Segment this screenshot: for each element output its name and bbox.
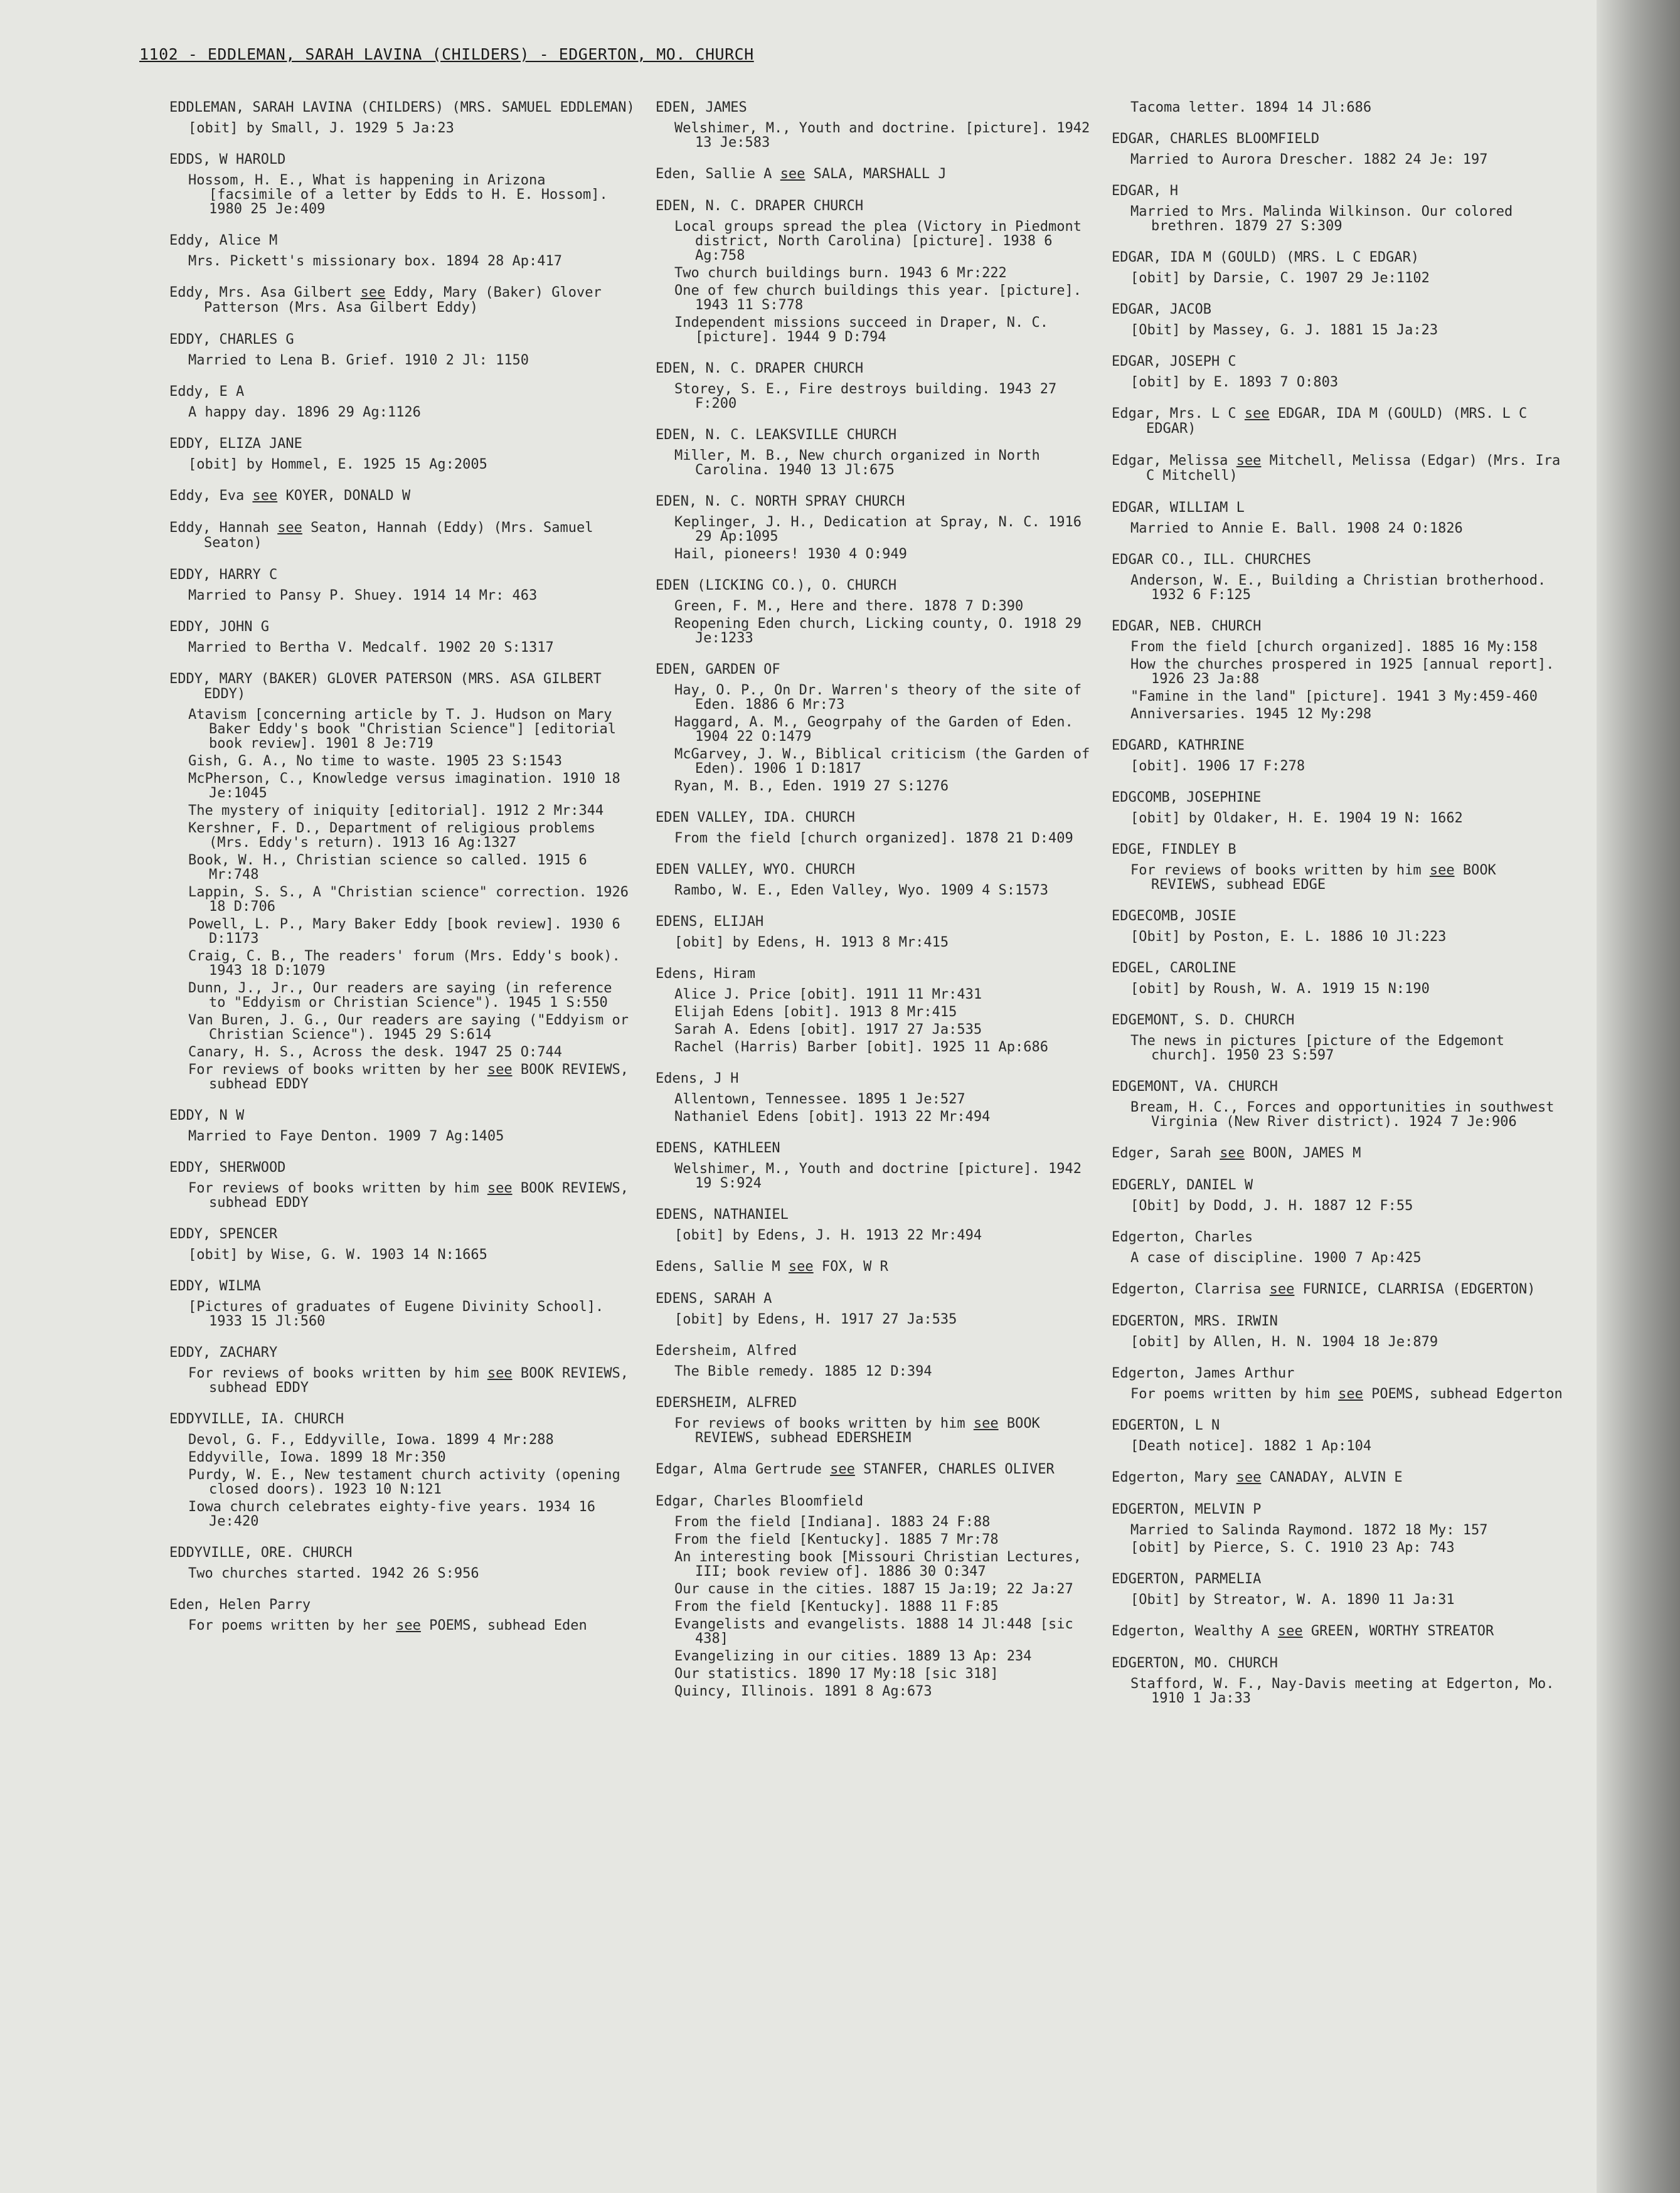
entry-citation: Evangelists and evangelists. 1888 14 Jl:448 [sic 438]: [674, 1617, 1082, 1647]
entry-heading: EDGERLY, DANIEL W: [1112, 1177, 1253, 1193]
entry-citation: Craig, C. B., The readers' forum (Mrs. Eddy's book). 1943 18 D:1079: [188, 948, 629, 979]
entry-heading: EDGARD, KATHRINE: [1112, 738, 1245, 753]
index-entry: [169, 568, 637, 603]
entry-heading: Edgerton, Clarrisa see FURNICE, CLARRISA (EDGERTON): [1112, 1282, 1536, 1297]
entry-heading: Edgar, Melissa see Mitchell, Melissa (Edgar) (Mrs. Ira C Mitchell): [1112, 453, 1569, 484]
entry-heading: EDENS, SARAH A: [656, 1291, 772, 1307]
entry-citation: [obit] by Roush, W. A. 1919 15 N:190: [1130, 981, 1430, 997]
index-column-3: [1112, 100, 1569, 1723]
entry-heading: EDEN VALLEY, IDA. CHURCH: [656, 810, 855, 826]
entry-citation: From the field [Kentucky]. 1888 11 F:85: [674, 1599, 999, 1615]
index-entry: [656, 1071, 1095, 1124]
entry-citation: Green, F. M., Here and there. 1878 7 D:390: [674, 598, 1024, 614]
entry-heading: EDDY, CHARLES G: [169, 332, 294, 348]
index-entry: [1112, 790, 1563, 826]
index-entry: [1112, 302, 1563, 337]
entry-citation: Married to Mrs. Malinda Wilkinson. Our colored brethren. 1879 27 S:309: [1130, 204, 1521, 234]
entry-heading: Edens, Sallie M see FOX, W R: [656, 1259, 888, 1275]
entry-citation: Van Buren, J. G., Our readers are saying ("Eddyism or Christian Science"). 1945 29 S:614: [188, 1012, 637, 1043]
entry-citation: [Death notice]. 1882 1 Ap:104: [1130, 1438, 1372, 1454]
index-entry: [656, 915, 1095, 950]
index-entry: [1112, 1624, 1563, 1639]
entry-citation: From the field [Indiana]. 1883 24 F:88: [674, 1514, 991, 1530]
index-entry: [1112, 1418, 1563, 1453]
entry-heading: Edens, J H: [656, 1071, 739, 1086]
entry-heading: EDGAR CO., ILL. CHURCHES: [1112, 552, 1311, 568]
index-entry: [656, 494, 1095, 561]
index-entry: [1112, 354, 1563, 390]
entry-heading: EDGEMONT, VA. CHURCH: [1112, 1079, 1278, 1095]
entry-citation: Ryan, M. B., Eden. 1919 27 S:1276: [674, 778, 949, 794]
entry-citation: [obit] by Small, J. 1929 5 Ja:23: [188, 120, 454, 136]
entry-citation: The Bible remedy. 1885 12 D:394: [674, 1364, 932, 1379]
entry-heading: Edersheim, Alfred: [656, 1343, 797, 1359]
index-entry: [169, 1108, 637, 1144]
entry-citation: Married to Annie E. Ball. 1908 24 O:1826: [1130, 521, 1463, 536]
entry-citation: [obit]. 1906 17 F:278: [1130, 758, 1305, 774]
entry-heading: EDGEMONT, S. D. CHURCH: [1112, 1012, 1295, 1028]
entry-heading: Edgar, Mrs. L C see EDGAR, IDA M (GOULD) (MRS. L C EDGAR): [1112, 406, 1536, 437]
entry-heading: EDGAR, CHARLES BLOOMFIELD: [1112, 131, 1320, 147]
entry-citation: Atavism [concerning article by T. J. Hudson on Mary Baker Eddy's book "Christian Science"] [editorial book review]. 1901 8 Je:719: [188, 707, 625, 751]
index-entry: [656, 199, 1095, 344]
entry-heading: EDDY, SHERWOOD: [169, 1160, 286, 1176]
entry-citation: Nathaniel Edens [obit]. 1913 22 Mr:494: [674, 1109, 991, 1125]
entry-citation: From the field [Kentucky]. 1885 7 Mr:78: [674, 1532, 999, 1548]
index-entry: [169, 1598, 637, 1633]
entry-citation: For reviews of books written by him see BOOK REVIEWS, subhead EDDY: [188, 1181, 637, 1211]
entry-citation: Reopening Eden church, Licking county, O. 1918 29 Je:1233: [674, 616, 1090, 646]
index-entry: [1112, 1366, 1563, 1401]
entry-citation: [Obit] by Streator, W. A. 1890 11 Ja:31: [1130, 1592, 1455, 1608]
entry-citation: Rambo, W. E., Eden Valley, Wyo. 1909 4 S:1573: [674, 883, 1049, 898]
entry-citation: Mrs. Pickett's missionary box. 1894 28 Ap:417: [188, 253, 563, 269]
index-entry: [1112, 1572, 1563, 1607]
index-entry: [169, 152, 637, 216]
entry-heading: Edgerton, Charles: [1112, 1229, 1253, 1245]
index-entry: [169, 489, 637, 504]
entry-heading: EDDYVILLE, ORE. CHURCH: [169, 1545, 353, 1561]
index-entry: [1112, 961, 1563, 996]
entry-citation: Our cause in the cities. 1887 15 Ja:19; 22 Ja:27: [674, 1581, 1073, 1597]
entry-citation: Married to Salinda Raymond. 1872 18 My: 157: [1130, 1522, 1488, 1538]
entry-heading: EDDY, SPENCER: [169, 1226, 278, 1242]
entry-citation: Lappin, S. S., A "Christian science" correction. 1926 18 D:706: [188, 884, 637, 915]
entry-citation: McGarvey, J. W., Biblical criticism (the Garden of Eden). 1906 1 D:1817: [674, 746, 1098, 777]
index-entry: [1112, 1146, 1563, 1161]
entry-heading: Eddy, Mrs. Asa Gilbert see Eddy, Mary (Baker) Glover Patterson (Mrs. Asa Gilbert Eddy): [169, 285, 610, 316]
entry-citation: Eddyville, Iowa. 1899 18 Mr:350: [188, 1450, 446, 1465]
entry-heading: EDGERTON, MO. CHURCH: [1112, 1655, 1278, 1671]
entry-heading: EDGAR, H: [1112, 183, 1178, 199]
index-entry: [169, 1227, 637, 1262]
index-entry: [656, 1344, 1095, 1379]
entry-citation: A case of discipline. 1900 7 Ap:425: [1130, 1250, 1422, 1266]
index-entry: [169, 672, 637, 1091]
entry-heading: Eddy, E A: [169, 384, 245, 400]
entry-citation: Tacoma letter. 1894 14 Jl:686: [1130, 100, 1372, 115]
entry-citation: Bream, H. C., Forces and opportunities in southwest Virginia (New River district). 1924 7 Je:906: [1130, 1100, 1563, 1130]
entry-citation: Stafford, W. F., Nay-Davis meeting at Edgerton, Mo. 1910 1 Ja:33: [1130, 1676, 1563, 1706]
entry-citation: Anniversaries. 1945 12 My:298: [1130, 706, 1372, 722]
entry-citation: From the field [church organized]. 1885 16 My:158: [1130, 639, 1538, 655]
entry-citation: The mystery of iniquity [editorial]. 1912 2 Mr:344: [188, 803, 604, 819]
entry-heading: Edger, Sarah see BOON, JAMES M: [1112, 1145, 1361, 1161]
entry-citation: [obit] by Oldaker, H. E. 1904 19 N: 1662: [1130, 810, 1463, 826]
index-entry: [656, 1494, 1095, 1699]
index-entry: [656, 1260, 1095, 1275]
entry-citation: [obit] by Edens, H. 1913 8 Mr:415: [674, 935, 949, 950]
entry-citation: Hay, O. P., On Dr. Warren's theory of the site of Eden. 1886 6 Mr:73: [674, 682, 1090, 713]
index-entry: [169, 1546, 637, 1581]
entry-citation: Devol, G. F., Eddyville, Iowa. 1899 4 Mr:288: [188, 1432, 554, 1448]
entry-heading: EDGCOMB, JOSEPHINE: [1112, 790, 1262, 805]
entry-citation: Kershner, F. D., Department of religious problems (Mrs. Eddy's return). 1913 16 Ag:1327: [188, 820, 604, 851]
index-entry: [1112, 406, 1563, 437]
index-entry: [656, 1141, 1095, 1191]
entry-citation: Book, W. H., Christian science so called. 1915 6 Mr:748: [188, 852, 596, 883]
entry-citation: [obit] by Hommel, E. 1925 15 Ag:2005: [188, 457, 487, 472]
entry-citation: Alice J. Price [obit]. 1911 11 Mr:431: [674, 987, 982, 1002]
entry-heading: EDENS, ELIJAH: [656, 914, 764, 930]
entry-citation: Storey, S. E., Fire destroys building. 1943 27 F:200: [674, 381, 1065, 412]
page-edge: [1597, 0, 1680, 2193]
entry-heading: EDEN, GARDEN OF: [656, 662, 780, 677]
entry-citation: [Obit] by Dodd, J. H. 1887 12 F:55: [1130, 1198, 1413, 1214]
index-entry: [1112, 738, 1563, 773]
index-entry: [1112, 1656, 1563, 1706]
entry-citation: Welshimer, M., Youth and doctrine [picture]. 1942 19 S:924: [674, 1161, 1090, 1191]
entry-heading: EDDS, W HAROLD: [169, 152, 286, 167]
index-entry: [656, 1462, 1095, 1477]
entry-heading: EDGAR, WILLIAM L: [1112, 500, 1245, 516]
entry-citation: Local groups spread the plea (Victory in Piedmont district, North Carolina) [picture]. 1938 6 Ag:758: [674, 219, 1090, 263]
entry-heading: EDGERTON, PARMELIA: [1112, 1571, 1262, 1587]
entry-citation: Welshimer, M., Youth and doctrine. [picture]. 1942 13 Je:583: [674, 120, 1098, 151]
entry-citation: For reviews of books written by him see BOOK REVIEWS, subhead EDERSHEIM: [674, 1416, 1049, 1446]
entry-citation: Miller, M. B., New church organized in North Carolina. 1940 13 Jl:675: [674, 448, 1049, 478]
entry-heading: Eddy, Alice M: [169, 233, 278, 248]
entry-citation: Powell, L. P., Mary Baker Eddy [book review]. 1930 6 D:1173: [188, 916, 629, 947]
entry-heading: EDGAR, JACOB: [1112, 302, 1211, 317]
index-entry: [169, 1346, 637, 1395]
entry-heading: Edens, Hiram: [656, 966, 755, 982]
entry-heading: EDDY, HARRY C: [169, 567, 278, 583]
entry-citation: Married to Pansy P. Shuey. 1914 14 Mr: 463: [188, 588, 538, 603]
entry-heading: EDEN, JAMES: [656, 100, 747, 115]
entry-citation: Married to Faye Denton. 1909 7 Ag:1405: [188, 1128, 504, 1144]
entry-citation: [obit] by E. 1893 7 O:803: [1130, 374, 1339, 390]
entry-citation: [Obit] by Poston, E. L. 1886 10 Jl:223: [1130, 929, 1447, 945]
index-entry: [1112, 1230, 1563, 1265]
entry-citation: [Obit] by Massey, G. J. 1881 15 Ja:23: [1130, 322, 1438, 338]
entry-citation: Canary, H. S., Across the desk. 1947 25 O:744: [188, 1044, 563, 1060]
entry-heading: EDGERTON, MELVIN P: [1112, 1502, 1262, 1517]
entry-heading: EDGE, FINDLEY B: [1112, 842, 1236, 858]
index-entry: [1112, 501, 1563, 536]
index-entry: [1112, 100, 1563, 115]
entry-heading: EDDYVILLE, IA. CHURCH: [169, 1411, 344, 1427]
index-entry: [1112, 453, 1569, 484]
entry-citation: Independent missions succeed in Draper, N. C. [picture]. 1944 9 D:794: [674, 315, 1057, 345]
entry-citation: An interesting book [Missouri Christian Lectures, III; book review of]. 1886 30 O:347: [674, 1549, 1090, 1580]
index-entry: [1112, 1470, 1563, 1485]
index-entry: [656, 167, 1095, 182]
index-entry: [169, 332, 637, 368]
index-entry: [656, 428, 1095, 477]
entry-citation: Married to Bertha V. Medcalf. 1902 20 S:1317: [188, 640, 554, 656]
entry-heading: EDENS, KATHLEEN: [656, 1140, 780, 1156]
entry-heading: Eddy, Eva see KOYER, DONALD W: [169, 488, 411, 504]
index-entry: [169, 1279, 637, 1329]
entry-citation: Married to Aurora Drescher. 1882 24 Je: 197: [1130, 152, 1488, 167]
entry-citation: Purdy, W. E., New testament church activity (opening closed doors). 1923 10 N:121: [188, 1467, 629, 1497]
entry-heading: EDGECOMB, JOSIE: [1112, 908, 1236, 924]
entry-heading: EDEN, N. C. NORTH SPRAY CHURCH: [656, 494, 905, 509]
entry-citation: Anderson, W. E., Building a Christian brotherhood. 1932 6 F:125: [1130, 573, 1555, 603]
entry-citation: A happy day. 1896 29 Ag:1126: [188, 405, 421, 420]
entry-citation: [Pictures of graduates of Eugene Divinity School]. 1933 15 Jl:560: [188, 1299, 612, 1329]
entry-citation: Elijah Edens [obit]. 1913 8 Mr:415: [674, 1004, 957, 1020]
entry-citation: For reviews of books written by him see BOOK REVIEWS, subhead EDDY: [188, 1366, 637, 1396]
entry-heading: Edgerton, James Arthur: [1112, 1366, 1295, 1381]
index-entry: [1112, 1080, 1563, 1129]
entry-citation: From the field [church organized]. 1878 21 D:409: [674, 831, 1073, 846]
entry-citation: [obit] by Wise, G. W. 1903 14 N:1665: [188, 1247, 487, 1263]
index-entry: [169, 437, 637, 472]
entry-citation: How the churches prospered in 1925 [annual report]. 1926 23 Ja:88: [1130, 657, 1563, 687]
entry-citation: McPherson, C., Knowledge versus imagination. 1910 18 Je:1045: [188, 771, 629, 801]
index-entry: [656, 1208, 1095, 1243]
entry-citation: Gish, G. A., No time to waste. 1905 23 S:1543: [188, 753, 563, 769]
entry-heading: EDDY, ELIZA JANE: [169, 436, 302, 452]
entry-citation: Two church buildings burn. 1943 6 Mr:222: [674, 265, 1007, 281]
entry-heading: EDGAR, NEB. CHURCH: [1112, 619, 1262, 634]
index-entry: [1112, 553, 1563, 602]
entry-heading: EDEN VALLEY, WYO. CHURCH: [656, 862, 855, 878]
entry-citation: Quincy, Illinois. 1891 8 Ag:673: [674, 1684, 932, 1699]
entry-citation: Iowa church celebrates eighty-five years. 1934 16 Je:420: [188, 1499, 604, 1529]
entry-citation: Evangelizing in our cities. 1889 13 Ap: 234: [674, 1649, 1032, 1664]
index-entry: [1112, 1314, 1563, 1349]
entry-citation: For poems written by him see POEMS, subhead Edgerton: [1130, 1386, 1563, 1402]
index-entry: [169, 620, 637, 655]
entry-citation: Sarah A. Edens [obit]. 1917 27 Ja:535: [674, 1022, 982, 1038]
entry-heading: EDGERTON, L N: [1112, 1418, 1220, 1433]
index-entry: [169, 285, 637, 316]
entry-citation: Married to Lena B. Grief. 1910 2 Jl: 1150: [188, 353, 529, 368]
index-entry: [169, 1412, 637, 1529]
index-entry: [656, 863, 1095, 898]
entry-heading: EDERSHEIM, ALFRED: [656, 1395, 797, 1411]
entry-heading: EDDY, JOHN G: [169, 619, 269, 635]
index-entry: [1112, 184, 1563, 233]
entry-heading: Eddy, Hannah see Seaton, Hannah (Eddy) (Mrs. Samuel Seaton): [169, 520, 602, 551]
entry-heading: EDEN, N. C. DRAPER CHURCH: [656, 198, 864, 214]
entry-citation: For reviews of books written by her see BOOK REVIEWS, subhead EDDY: [188, 1062, 637, 1092]
entry-heading: EDDY, MARY (BAKER) GLOVER PATERSON (MRS. ASA GILBERT EDDY): [169, 671, 610, 702]
entry-citation: [obit] by Darsie, C. 1907 29 Je:1102: [1130, 270, 1430, 286]
entry-citation: [obit] by Pierce, S. C. 1910 23 Ap: 743: [1130, 1540, 1455, 1556]
entry-citation: [obit] by Allen, H. N. 1904 18 Je:879: [1130, 1334, 1438, 1350]
index-entry: [656, 967, 1095, 1054]
entry-heading: EDGAR, IDA M (GOULD) (MRS. L C EDGAR): [1112, 250, 1420, 265]
entry-citation: For poems written by her see POEMS, subhead Eden: [188, 1618, 587, 1633]
entry-heading: Eden, Sallie A see SALA, MARSHALL J: [656, 166, 947, 182]
index-entry: [656, 100, 1098, 151]
entry-citation: Hossom, H. E., What is happening in Arizona [facsimile of a letter by Edds to H. E. Hossom]. 1980 25 Je:409: [188, 173, 617, 217]
entry-citation: [obit] by Edens, J. H. 1913 22 Mr:494: [674, 1228, 982, 1243]
entry-heading: EDEN, N. C. LEAKSVILLE CHURCH: [656, 427, 897, 443]
index-entry: [169, 233, 637, 268]
entry-citation: Hail, pioneers! 1930 4 O:949: [674, 546, 907, 562]
index-entry: [169, 521, 637, 551]
entry-citation: Rachel (Harris) Barber [obit]. 1925 11 Ap:686: [674, 1039, 1049, 1055]
entry-citation: Allentown, Tennessee. 1895 1 Je:527: [674, 1091, 965, 1107]
index-entry: [656, 578, 1095, 645]
entry-heading: Edgar, Charles Bloomfield: [656, 1494, 864, 1509]
index-entry: [1112, 619, 1563, 721]
entry-heading: Eden, Helen Parry: [169, 1597, 311, 1613]
index-entry: [656, 1396, 1095, 1445]
entry-heading: EDDY, WILMA: [169, 1278, 261, 1294]
entry-heading: EDGERTON, MRS. IRWIN: [1112, 1314, 1278, 1329]
entry-heading: EDEN, N. C. DRAPER CHURCH: [656, 361, 864, 376]
entry-heading: EDENS, NATHANIEL: [656, 1207, 789, 1223]
entry-heading: EDGAR, JOSEPH C: [1112, 354, 1236, 369]
index-entry: [1112, 132, 1563, 167]
index-entry: [169, 100, 637, 135]
entry-citation: Dunn, J., Jr., Our readers are saying (in reference to "Eddyism or Christian Science"). 1945 1 S:550: [188, 980, 620, 1011]
entry-citation: Haggard, A. M., Geogrpahy of the Garden of Eden. 1904 22 O:1479: [674, 714, 1082, 745]
entry-citation: For reviews of books written by him see BOOK REVIEWS, subhead EDGE: [1130, 863, 1505, 893]
index-entry: [169, 385, 637, 420]
entry-citation: The news in pictures [picture of the Edgemont church]. 1950 23 S:597: [1130, 1033, 1513, 1063]
index-column-1: [169, 100, 637, 1650]
index-entry: [169, 1160, 637, 1210]
index-entry: [656, 810, 1095, 846]
index-entry: [1112, 909, 1563, 944]
entry-heading: EDEN (LICKING CO.), O. CHURCH: [656, 578, 897, 593]
entry-heading: Edgar, Alma Gertrude see STANFER, CHARLES OLIVER: [656, 1462, 1055, 1477]
index-entry: [1112, 1502, 1563, 1555]
entry-citation: Our statistics. 1890 17 My:18 [sic 318]: [674, 1666, 999, 1682]
index-entry: [1112, 1178, 1563, 1213]
entry-heading: EDDY, ZACHARY: [169, 1345, 278, 1361]
index-column-2: [656, 100, 1098, 1716]
entry-heading: EDGEL, CAROLINE: [1112, 960, 1236, 976]
entry-citation: Two churches started. 1942 26 S:956: [188, 1566, 479, 1581]
entry-citation: One of few church buildings this year. [picture]. 1943 11 S:778: [674, 283, 1090, 313]
entry-heading: Edgerton, Mary see CANADAY, ALVIN E: [1112, 1470, 1403, 1485]
entry-citation: "Famine in the land" [picture]. 1941 3 My:459-460: [1130, 689, 1538, 704]
page-header: 1102 - EDDLEMAN, SARAH LAVINA (CHILDERS) - EDGERTON, MO. CHURCH: [139, 45, 754, 63]
index-entry: [1112, 1013, 1563, 1063]
entry-heading: Edgerton, Wealthy A see GREEN, WORTHY STREATOR: [1112, 1623, 1494, 1639]
index-entry: [656, 662, 1098, 794]
index-entry: [1112, 1282, 1563, 1297]
index-entry: [1112, 842, 1563, 892]
entry-citation: [obit] by Edens, H. 1917 27 Ja:535: [674, 1312, 957, 1327]
entry-heading: EDDLEMAN, SARAH LAVINA (CHILDERS) (MRS. SAMUEL EDDLEMAN): [169, 100, 635, 115]
entry-heading: EDDY, N W: [169, 1108, 245, 1123]
index-entry: [656, 361, 1095, 411]
entry-citation: Keplinger, J. H., Dedication at Spray, N. C. 1916 29 Ap:1095: [674, 514, 1090, 544]
index-entry: [656, 1292, 1095, 1327]
index-entry: [1112, 250, 1563, 285]
